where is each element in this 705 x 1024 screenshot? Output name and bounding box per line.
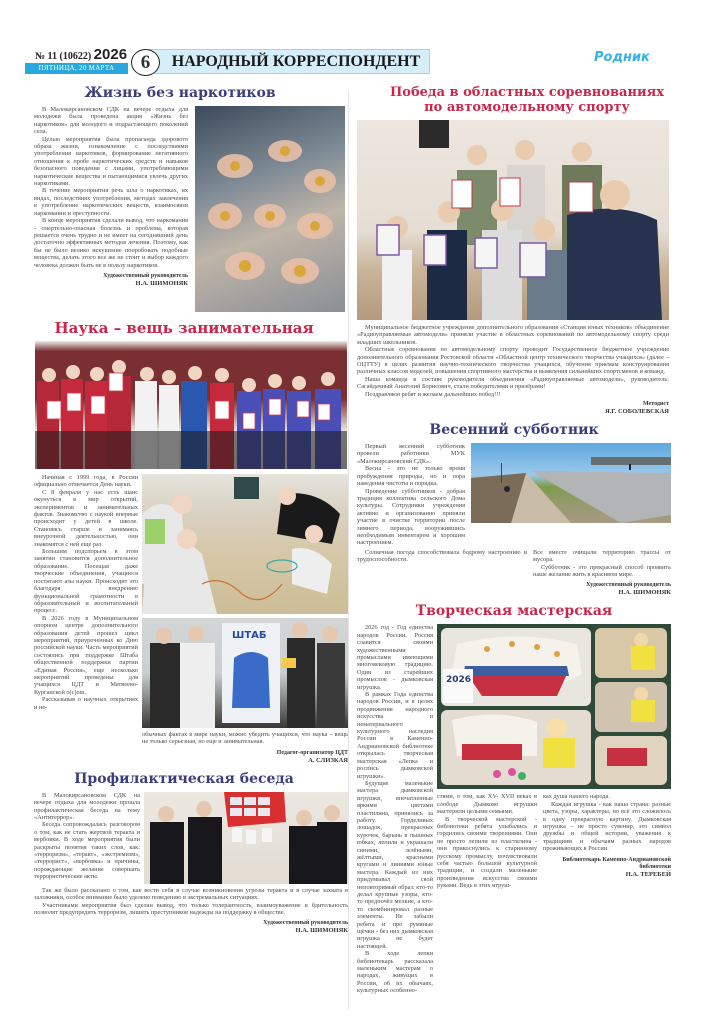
- paragraph: Муниципальное бюджетное учреждение дополнительного образования «Станция юных техников» объединение «Радиоуправляемые автомодели» приняли участие в областных соревнований по автомодельному спорту среди младших школьников.: [357, 324, 669, 346]
- signature-pobeda: [357, 401, 669, 415]
- signature-name: Н.А. ШИМОНЯК: [135, 279, 188, 287]
- article-title-masterskaya: Творческая мастерская: [415, 603, 613, 620]
- rubric-banner: НАРОДНЫЙ КОРРЕСПОНДЕНТ: [148, 49, 430, 74]
- masterskaya-cols: [437, 793, 671, 889]
- left-column-lower: [20, 318, 348, 934]
- article-body-nauka: [34, 474, 138, 711]
- article-body-subbotnik-end: [357, 549, 527, 564]
- title-line: по автомодельному спорту: [424, 100, 630, 115]
- article-body-subbotnik-right: [533, 549, 671, 579]
- signature-role: Библиотекарь Каменно-Андриановской библиотеки: [562, 856, 671, 870]
- paragraph: В 2026 году в Муниципальном опорном центре дополнительного образования детей прошел цикл мероприятий, приуроченных ко Дню российской науки. Часть мероприятий состоялись при поддержке Штаба общественной поддержки партии «Единая Россия», еще несколько мероприятий проведены для учащихся ЦДТ и Матвеево-Курганской о(с)ош.: [34, 614, 138, 696]
- paragraph: Поздравляем ребят и желаем дальнейших побед!!!: [365, 390, 501, 398]
- signature-role: Художественный руководитель: [586, 582, 671, 589]
- issue-date: ПЯТНИЦА, 20 МАРТА: [25, 63, 128, 74]
- hands-with-badges-photo: [195, 106, 345, 312]
- paragraph: Первый весенний субботник провели работники МУК «Малокирсановский СДК».: [357, 443, 465, 465]
- article-body-masterskaya-col1: [357, 624, 433, 994]
- nauka-right-stack: [142, 474, 348, 764]
- article-body-masterskaya-col3: [543, 793, 671, 852]
- paragraph: В ходе лепки библиотекарь рассказала маленьким мастерам о народах, живущих в России, об их обычаях, культурных особенно-: [357, 950, 433, 995]
- column-divider: [348, 90, 349, 1010]
- paragraph: Солнечная погода способствовала бодрому настроению и трудоспособности.: [357, 548, 527, 564]
- paragraph: Областные соревнования по автомодельному спорту проводит Государственное бюджетное учреждение дополнительного образования Ростовской области «Областной центр технического творчества учащихся» (далее – ОЦТТУ) в целях развития научно-технического творчества учащихся, обучения приемам конструирования различных классов моделей, повышения спортивного мастерства и выявления сильнейших спортсменов и команд.: [357, 346, 669, 376]
- subbotnik-right-stack: [533, 549, 671, 597]
- paragraph: Рассказывая о научных открытиях и не-: [34, 696, 138, 711]
- signature-nauka: [142, 750, 348, 764]
- paragraph: Проведение субботников - добрая традиция коллектива сельского Дома культуры. Сотрудники учреждения активно и организованно приняли участие в очистке территории после зимнего периода, вооружившись необходимым инвентарем и хорошим настроением.: [357, 487, 465, 547]
- paragraph: В творческой мастерской - библиотеки ребята улыбались и гордились своими творениями. Они не просто лепили из пластилина - они прикоснулись к старинному русскому промыслу, почувствовали себя частью большой культурной традиции, и создали маленькие произведения искусства своими руками. Ведь в этих игруш-: [437, 815, 537, 890]
- beseda-top-row: [34, 792, 348, 884]
- issue-label: № 11 (10622): [35, 51, 92, 62]
- paragraph: обычных фактах в мире науки, можно убедить учащихся, что наука – вещь не только серьезная, но еще и занимательная.: [142, 731, 348, 746]
- article-body-zhizn: [34, 106, 188, 269]
- paragraph: Субботник - это прекрасный способ проявить наше желание жить в красивом мире.: [533, 563, 671, 578]
- paragraph: Участниками мероприятия был сделан вывод, что только толерантность, взаимоуважение и бдительность позволят предупредить терроризм, лишить преступников надежды на поддержку в обществе.: [34, 901, 348, 917]
- paragraph: В конце мероприятия сделали вывод, что наркомания - смертельно-опасная болезнь и проблема, которая решается очень трудно и не имеет на сегодняшний день достаточно эффективных методов лечения. Поэтому, как бы не было велико искушение попробовать подобные вещества, делать этого все же не стоит и выбор каждого человека должен быть не в пользу наркотиков.: [34, 217, 188, 269]
- right-column-flow: [357, 324, 671, 995]
- dymkovo-collage-photo: [437, 624, 671, 789]
- masterskaya-col3-stack: [543, 793, 671, 877]
- paragraph: 2026 год - Год единства народов России. Россия славится своими художественными промыслами имеющими многовековую традицию. Один из старейших промыслов - дымковская игрушка.: [357, 624, 433, 691]
- signature-masterskaya: [543, 857, 671, 878]
- paragraph: Так же было рассказано о том, как вести себя в случае возникновения угрозы теракта и в случае захвата в заложники, особое внимание было уделено поведению в экстремальных ситуациях.: [34, 886, 348, 902]
- article-body-beseda: [34, 792, 140, 881]
- signature-beseda: [34, 920, 348, 934]
- shtab-stand-photo: [142, 618, 348, 728]
- paragraph: В течение мероприятия речь шла о наркотиках, их видах, последствиях употребления, методах завлечения в употребление наркотических веществ, взаимосвязи наркомании и преступности.: [34, 187, 188, 217]
- boys-with-diplomas-photo: [357, 120, 669, 320]
- subbotnik-top-row: [357, 443, 671, 547]
- paragraph: Большим подспорьем в этом занятии становится дополнительное образование. Посещая даже творческие объединения, учащиеся постигают азы науки. Происходит это благодаря внедрению функциональной грамотности в образовательный и воспитательный процесс.: [34, 548, 138, 615]
- paragraph: Наша команда в составе руководителя объединения «Радиоуправляемые автомодели», руководитель: Сагайдачный Анатолий Борисович, стали победителями и призёрами!: [357, 375, 669, 391]
- calendar-year: 2026: [446, 675, 472, 686]
- paragraph: ках душа нашего народа.: [543, 793, 610, 801]
- paragraph: стями, о том, как XV- XVII веках в слободе Дымково игрушки мастерили целыми семьями.: [437, 793, 537, 816]
- article-title-pobeda: [352, 85, 702, 115]
- article-body-pobeda: [357, 324, 669, 398]
- masterskaya-right: [437, 624, 671, 889]
- article-title-subbotnik: Весенний субботник: [429, 422, 599, 439]
- paragraph: В Малокирсановском СДК на вечере отдыха для молодежи была проведена акция «Жизнь без наркотиков» для молодого и подрастающего поколений села.: [34, 106, 188, 136]
- signature-name: Н.А. ШИМОНЯК: [618, 589, 671, 597]
- issue-number: [35, 46, 127, 63]
- signature-name: Я.Г. СОБОЛЕВСКАЯ: [604, 408, 669, 416]
- paragraph: Целью мероприятия была пропаганда здорового образа жизни, ознакомление с последствиями употребления наркотиков, формирование негативного отношения к пробе наркотических средств и навыков безопасного поведения с лицами, употребляющими наркотические вещества и пытающимися увлечь других наркотиками.: [34, 135, 188, 188]
- signature-role: Педагог-организатор ЦДТ: [276, 749, 348, 756]
- paragraph: В Малокирсановском СДК на вечере отдыха для молодежи прошла профилактическая беседа на тему «Антитеррор».: [34, 791, 140, 822]
- signature-role: Методист: [642, 401, 669, 408]
- stand-label: ШТАБ: [232, 630, 267, 641]
- paragraph: Беседа сопровождалась разговором о том, как не стать жертвой теракта и вербовки. В ходе мероприятия были раскрыты понятия таких слов, как: «терроризм», «теракт», «экстремизм», «террорист», «вербовка» и причины, порождающие желание совершать террористические акты.: [34, 821, 140, 881]
- four-young-men-photo: [144, 792, 348, 884]
- group-with-certificates-photo: [35, 341, 347, 469]
- article-title-beseda: Профилактическая беседа: [74, 770, 294, 787]
- paragraph: Весна - это не только время пробуждения природы, но и пора наведения чистоты и порядка.: [357, 465, 465, 488]
- signature-name: Н.А. ШИМОНЯК: [295, 927, 348, 935]
- subbotnik-bottom-row: [357, 549, 671, 597]
- article-zhizn-textblock: [34, 106, 188, 287]
- signature-name: Н.А. ТЕРЕБЕЙ: [625, 870, 671, 878]
- article-body-masterskaya-col2: [437, 793, 537, 889]
- signature-zhizn: [34, 273, 188, 287]
- article-body-nauka-end: [142, 731, 348, 746]
- paragraph: С 8 февраля у нас есть шанс окунуться в мир открытий, экспериментов и занимательных фактов. Знакомство с наукой впервые происходит у детей в школе. Становясь старше и занимаясь внеурочной деятельностью, они знакомятся с ней еще раз.: [34, 488, 138, 548]
- 3d-pen-workshop-photo: [142, 474, 348, 614]
- masterskaya-grid: [357, 624, 671, 994]
- signature-name: А. СЛИЗКАЯ: [308, 756, 348, 764]
- roadside-field-photo: [471, 443, 671, 523]
- paragraph: Будущие маленькие мастера дымковской игрушки, впечатленные яркими цветами пластилина, принялись за работу. Горделивых лошадок, прекрасных курочек, барынь в пышных юбках, лепили и украшали синими, зелёными, жёлтыми, красными кругами и линиями юные мастера. Каждый из них придумывал свой неповторимый образ: кто-то делал крупные узоры, кто-то предпочёл мелкие, а кто-то скомбинировал разные элементы. Не забыли ребята и про румяные щёчки - без них дымковская игрушка не будет настоящей.: [357, 779, 433, 950]
- issue-year: 2026: [93, 46, 128, 63]
- article-title-nauka: Наука – вещь занимательная: [54, 319, 314, 337]
- article-title-zhizn: Жизнь без наркотиков: [84, 85, 276, 101]
- title-line: Победа в областных соревнованиях: [390, 85, 664, 100]
- article-body-beseda-end: [34, 887, 348, 917]
- signature-subbotnik: [533, 582, 671, 596]
- signature-role: Художественный руководитель: [103, 272, 188, 279]
- page-number: 6: [131, 49, 160, 76]
- nauka-body-row: [34, 474, 348, 764]
- signature-role: Художественный руководитель: [263, 920, 348, 927]
- paragraph: Все вместе очищали территорию трассы от мусора.: [533, 548, 671, 564]
- newspaper-logo: Родник: [594, 50, 650, 65]
- paragraph: Каждая игрушка - как наша страна: разные цвета, узоры, характеры, но всё это сложилось в одну прекрасную картину. Дымковская игрушка – не просто сувенир, это символ дружбы и общей истории, уважения к традициям и обычаям разных народов проживающих в России.: [543, 800, 671, 853]
- paragraph: В рамках Года единства народов России, и в целях продвижения народного искусства и нематериального культурного наследия России в Каменно-Андриановской библиотеке открылась творческая мастерская «Лепка и роспись дымковской игрушки».: [357, 691, 433, 780]
- article-body-subbotnik: [357, 443, 465, 547]
- paragraph: Начиная с 1999 года, в России официально отмечается День науки.: [34, 474, 138, 489]
